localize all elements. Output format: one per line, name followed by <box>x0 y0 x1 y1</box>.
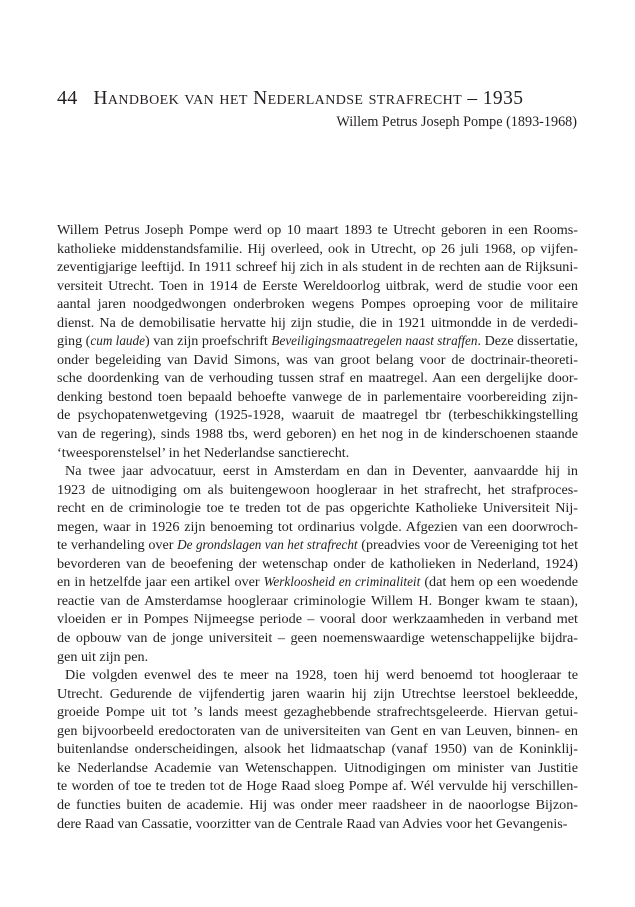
text-run: te verhandeling over <box>57 537 178 554</box>
author-subtitle: Willem Petrus Joseph Pompe (1893-1968) <box>336 114 577 130</box>
text-line <box>57 277 578 296</box>
text-run: Willem Petrus Joseph Pompe werd op 10 maart 1893 te Utrecht geboren in een Rooms- <box>57 222 578 238</box>
body-text <box>57 221 578 833</box>
text-line <box>57 444 578 463</box>
text-line <box>57 759 578 778</box>
text-run: 1923 de uitnodiging om als buitengewoon hoogleraar in het strafrecht, het strafproces- <box>57 481 578 498</box>
text-run: versiteit Utrecht. Toen in 1914 de Eerste Wereldoorlog uitbrak, werd de studie voor een <box>57 277 578 294</box>
text-run: katholieke middenstandsfamilie. Hij overleed, ook in Utrecht, op 26 juli 1968, op vijfen- <box>57 240 578 257</box>
text-run: Utrecht. Gedurende de vijfendertig jaren waarin hij zijn Utrechtse leerstoel bekleedde, <box>57 685 578 702</box>
text-run: vloeiden er in Pompes Nijmeegse periode – vooral door werkzaamheden in verband met <box>57 611 578 628</box>
text-run: de functies buiten de academie. Hij was onder meer raadsheer in de naoorlogse Bijzon- <box>57 796 578 813</box>
text-line <box>57 573 578 592</box>
text-line <box>57 425 578 444</box>
text-run: recht en de criminologie toe te treden tot de pas opgerichte Katholieke Universiteit Nij- <box>57 500 578 517</box>
italic-title: cum laude <box>90 333 145 349</box>
text-run: en in hetzelfde jaar een artikel over <box>57 574 264 591</box>
text-run: bevorderen van de beoefening der wetenschap onder de katholieken in Nederland, 1924) <box>57 555 578 572</box>
text-line <box>57 369 578 388</box>
text-run: te worden of toe te treden tot de Hoge Raad sloeg Pompe af. Wél vervulde hij verschillen- <box>57 778 578 795</box>
text-run: megen, waar in 1926 zijn benoeming tot ordinarius volgde. Afgezien van een doorwroch- <box>57 518 578 535</box>
text-line <box>57 406 578 425</box>
text-line <box>57 685 578 704</box>
page-header <box>57 86 577 132</box>
page-number: 44 <box>57 87 78 109</box>
text-run: dienst. Na de demobilisatie hervatte hij zijn studie, die in 1921 uitmondde in de verdedi- <box>57 314 578 331</box>
text-run: denking bestond toen bepaald behoefte vanwege de in parlementaire voorbereiding zijn- <box>57 388 578 405</box>
text-line <box>57 332 578 351</box>
italic-title: Beveiligingsmaatregelen naast straffen <box>271 333 478 349</box>
text-line <box>57 314 578 333</box>
text-run: zeventigjarige leeftijd. In 1911 schreef hij zich in als student in de rechten aan de Rijksuni- <box>57 259 578 276</box>
text-line <box>57 351 578 370</box>
paragraph <box>57 221 578 462</box>
text-line <box>57 592 578 611</box>
text-run: dere Raad van Cassatie, voorzitter van de Centrale Raad van Advies voor het Gevangenis- <box>57 815 568 832</box>
text-run: onder begeleiding van David Simons, was van groot belang voor de doctrinair-theoreti- <box>57 351 578 368</box>
text-run: Die volgden evenwel des te meer na 1928, toen hij werd benoemd tot hoogleraar te <box>65 667 578 684</box>
text-line <box>57 555 578 574</box>
text-line <box>57 295 578 314</box>
text-line <box>57 258 578 277</box>
text-line <box>57 703 578 722</box>
text-line <box>57 610 578 629</box>
text-run: gen bijvoorbeeld eredoctoraten van de universiteiten van Gent en van Leuven, binnen- en <box>57 722 578 739</box>
text-run: de psychopatenwetgeving (1925-1928, waaruit de maatregel tbr (terbeschikkingstelling <box>57 407 578 424</box>
text-line <box>57 740 578 759</box>
text-run: ging ( <box>57 333 91 350</box>
text-line <box>57 240 578 259</box>
text-line <box>57 648 578 667</box>
text-run: ) van zijn proefschrift <box>144 333 272 350</box>
text-run: gen uit zijn pen. <box>57 648 149 665</box>
italic-title: De grondslagen van het strafrecht <box>177 537 358 553</box>
text-line <box>57 221 578 240</box>
text-run: aantal jaren noodgedwongen onderbroken wegens Pompes oproeping voor de militaire <box>57 296 578 313</box>
text-line <box>57 629 578 648</box>
italic-title: Werkloosheid en criminaliteit <box>263 574 421 590</box>
text-line <box>57 518 578 537</box>
running-heading <box>57 86 577 111</box>
text-run: Na twee jaar advocatuur, eerst in Amsterdam en dan in Deventer, aanvaardde hij in <box>65 463 578 480</box>
text-run: . Deze dissertatie, <box>477 333 579 350</box>
text-line <box>57 536 578 555</box>
text-run: ‘tweesporenstelsel’ in het Nederlandse sanctierecht. <box>57 444 350 461</box>
text-line <box>57 462 578 481</box>
text-line <box>57 815 578 834</box>
paragraph <box>57 462 578 666</box>
text-line <box>57 666 578 685</box>
text-run: sche doordenking van de verhouding tussen straf en maatregel. Aan een dergelijke door- <box>57 370 578 387</box>
text-line <box>57 499 578 518</box>
chapter-title: Handboek van het Nederlandse strafrecht – 1935 <box>93 88 524 109</box>
text-line <box>57 388 578 407</box>
text-run: groeide Pompe uit tot ’s lands meest gezaghebbende strafrechtsgeleerde. Hiervan getui- <box>57 704 578 721</box>
text-line <box>57 481 578 500</box>
text-run: buitenlandse onderscheidingen, alsook het lidmaatschap (vanaf 1950) van de Koninklij- <box>57 741 578 758</box>
paragraph <box>57 666 578 833</box>
text-run: (preadvies voor de Vereeniging tot het <box>357 537 578 554</box>
text-line <box>57 777 578 796</box>
text-run: ke Nederlandse Academie van Wetenschappen. Uitnodigingen om minister van Justitie <box>57 759 578 776</box>
text-run: (dat hem op een woedende <box>420 574 578 591</box>
text-run: de opbouw van de jonge universiteit – geen noemenswaardige wetenschappelijke bijdra- <box>57 630 578 647</box>
text-line <box>57 796 578 815</box>
text-line <box>57 722 578 741</box>
text-run: van de regering), sinds 1988 tbs, werd geboren) en het nog in de kinderschoenen staande <box>57 426 578 443</box>
text-run: reactie van de Amsterdamse hoogleraar criminologie Willem H. Bonger kwam te staan), <box>57 592 578 609</box>
